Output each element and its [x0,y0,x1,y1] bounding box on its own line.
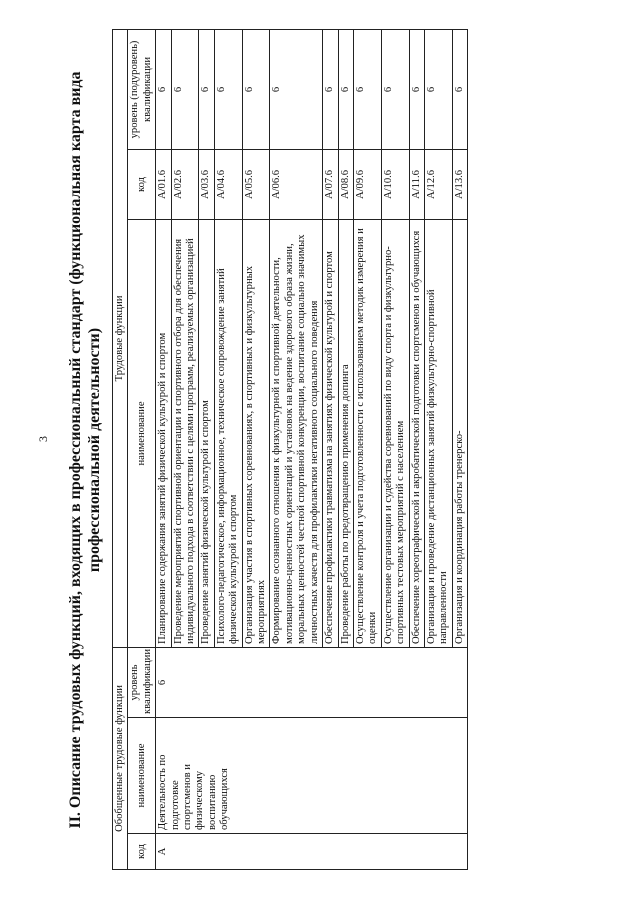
function-name-cell: Осуществление контроля и учета подготовленности с использованием методик измерения и оценки [353,219,381,647]
function-name-cell: Организация и координация работы тренерско- [452,219,467,647]
function-code-cell: A/07.6 [323,149,338,219]
section-title: II. Описание трудовых функций, входящих в профессиональный стандарт (функциональная карта вида профессиональной деятельности) [67,71,103,829]
function-level-cell: 6 [171,29,199,149]
header-level: уровень квалификации [128,647,156,717]
page-number: 3 [36,436,50,442]
functional-map-table [112,29,468,870]
rotated-content [66,30,614,870]
function-name-cell: Осуществление организации и судейства соревнований по виду спорта и физкультурно-спортивных тестовых мероприятий с населением [381,219,409,647]
header-code: код [128,834,156,870]
function-name-cell: Формирование осознанного отношения к физкультурной и спортивной деятельности, мотивационно-ценностных ориентаций и установок на ведение здорового образа жизни, моральных ценностей честной спортивной конкуренции, воспитание социально значимых личностных качеств для профилактики негативного социального поведения [270,219,323,647]
header-name: наименование [128,718,156,834]
function-code-cell: A/12.6 [424,149,452,219]
function-level-cell: 6 [323,29,338,149]
function-level-cell: 6 [338,29,353,149]
function-name-cell: Организация и проведение дистанционных занятий физкультурно-спортивной направленности [424,219,452,647]
function-code-cell: A/05.6 [242,149,270,219]
function-name-cell: Обеспечение профилактики травматизма на занятиях физической культурой и спортом [323,219,338,647]
function-code-cell: A/03.6 [199,149,214,219]
function-level-cell: 6 [199,29,214,149]
function-name-cell: Проведение занятий физической культурой и спортом [199,219,214,647]
header-labor-functions: Трудовые функции [113,29,128,647]
function-level-cell: 6 [270,29,323,149]
function-name-cell: Психолого-педагогическое, информационное, техническое сопровождение занятий физической культурой и спортом [214,219,242,647]
function-name-cell: Проведение мероприятий спортивной ориентации и спортивного отбора для обеспечения индивидуального подхода в соответствии с целями программ, реализуемых организацией [171,219,199,647]
function-code-cell: A/04.6 [214,149,242,219]
header-function-name: наименование [128,219,156,647]
function-code-cell: A/02.6 [171,149,199,219]
function-code-cell: A/06.6 [270,149,323,219]
header-generalized: Обобщенные трудовые функции [113,647,128,869]
header-sublevel: уровень (подуровень) квалификации [128,29,156,149]
function-code-cell: A/11.6 [409,149,424,219]
function-level-cell: 6 [452,29,467,149]
function-code-cell: A/08.6 [338,149,353,219]
general-code-cell: A [156,834,468,870]
function-level-cell: 6 [242,29,270,149]
function-level-cell: 6 [424,29,452,149]
function-level-cell: 6 [381,29,409,149]
function-name-cell: Организация участия в спортивных соревнованиях, в спортивных и физкультурных мероприятиях [242,219,270,647]
function-name-cell: Планирование содержания занятий физической культурой и спортом [156,219,171,647]
function-level-cell: 6 [353,29,381,149]
general-level-cell: 6 [156,647,468,717]
function-code-cell: A/01.6 [156,149,171,219]
function-level-cell: 6 [156,29,171,149]
general-name-cell: Деятельность по подготовке спортсменов и физическому воспитанию обучающихся [156,718,468,834]
function-code-cell: A/10.6 [381,149,409,219]
function-level-cell: 6 [214,29,242,149]
header-function-code: код [128,149,156,219]
function-code-cell: A/13.6 [452,149,467,219]
function-name-cell: Проведение работы по предотвращению применения допинга [338,219,353,647]
function-name-cell: Обеспечение хореографической и акробатической подготовки спортсменов и обучающихся [409,219,424,647]
function-level-cell: 6 [409,29,424,149]
function-code-cell: A/09.6 [353,149,381,219]
table-row [156,29,171,869]
